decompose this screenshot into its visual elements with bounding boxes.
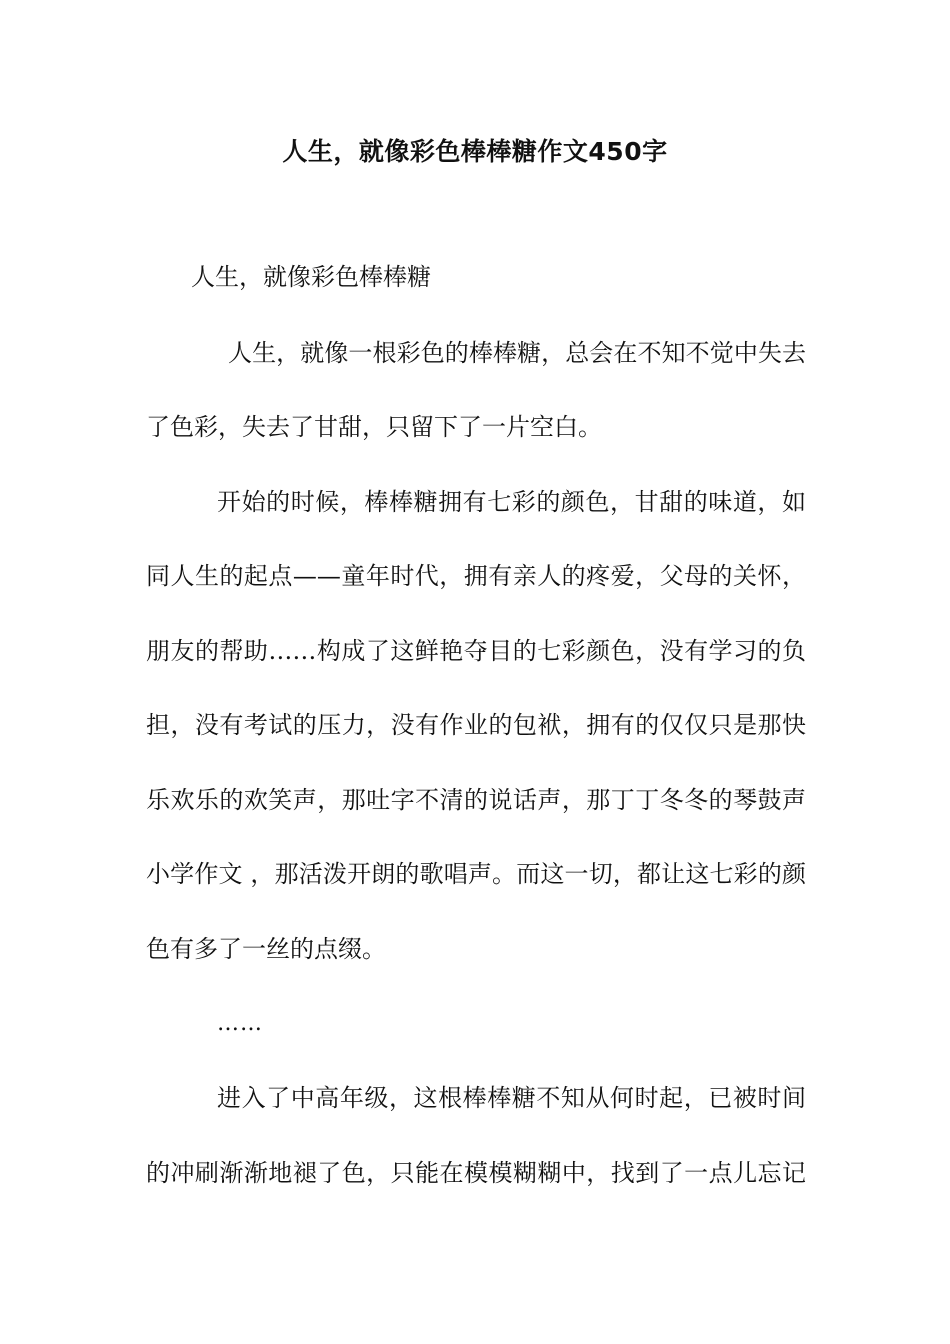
paragraph-line: 乐欢乐的欢笑声，那吐字不清的说话声，那丁丁冬冬的琴鼓声	[146, 786, 806, 814]
paragraph-line: 色有多了一丝的点缀。	[146, 935, 386, 963]
ellipsis-text: ……	[217, 1011, 263, 1036]
essay-subtitle: 人生，就像彩色棒棒糖	[191, 263, 431, 291]
paragraph-line: 朋友的帮助……构成了这鲜艳夺目的七彩颜色，没有学习的负	[146, 637, 806, 665]
paragraph-line: 的冲刷渐渐地褪了色，只能在模模糊糊中，找到了一点儿忘记	[146, 1159, 806, 1187]
paragraph-line: 了色彩，失去了甘甜，只留下了一片空白。	[146, 413, 602, 441]
paragraph-line: 开始的时候，棒棒糖拥有七彩的颜色，甘甜的味道，如	[217, 488, 806, 516]
paragraph-line: 担，没有考试的压力，没有作业的包袱，拥有的仅仅只是那快	[146, 711, 806, 739]
page-title: 人生，就像彩色棒棒糖作文450字	[282, 137, 668, 166]
paragraph-line: 人生，就像一根彩色的棒棒糖，总会在不知不觉中失去	[228, 339, 806, 367]
paragraph-line: 小学作文 ，那活泼开朗的歌唱声。而这一切，都让这七彩的颜	[146, 860, 806, 888]
paragraph-line: 进入了中高年级，这根棒棒糖不知从何时起，已被时间	[217, 1084, 806, 1112]
paragraph-line: 同人生的起点——童年时代，拥有亲人的疼爱，父母的关怀，	[146, 562, 806, 590]
